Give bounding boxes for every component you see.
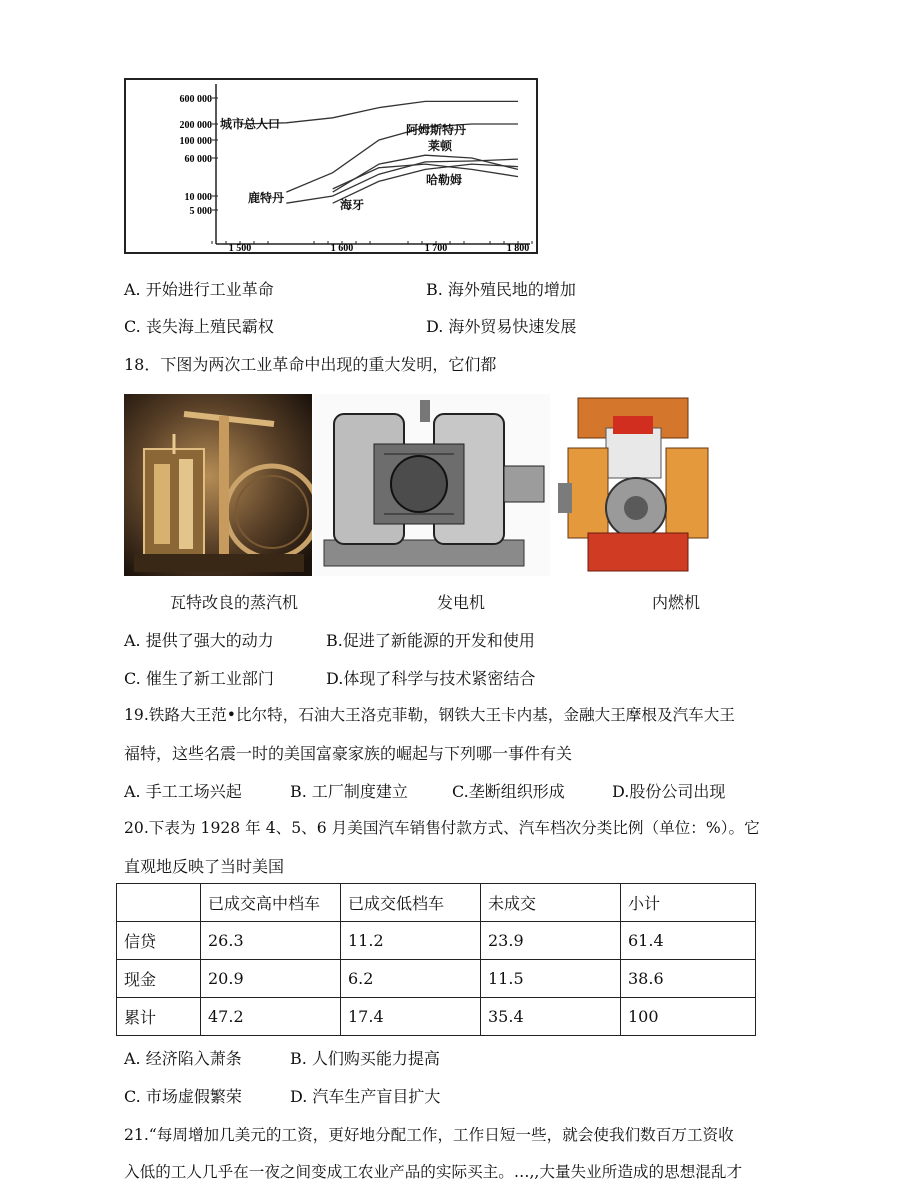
table-cell: 100 [621,998,756,1036]
q20-stem-line1: 20.下表为 1928 年 4、5、6 月美国汽车销售付款方式、汽车档次分类比例（单位：%）。它 [124,819,760,837]
q17-option-c: C. 丧失海上殖民霸权 [124,317,274,336]
y-tick-label: 5 000 [189,206,212,217]
steam-engine-caption: 瓦特改良的蒸汽机 [169,593,298,612]
table-cell: 38.6 [621,960,756,998]
q21-stem-line1: 21.“每周增加几美元的工资，更好地分配工作，工作日短一些，就会使我们数百万工资收 [124,1126,734,1144]
q19-stem-line2: 福特，这些名震一时的美国富豪家族的崛起与下列哪一事件有关 [124,744,573,763]
series-label: 莱顿 [428,139,453,153]
q20-option-b: B. 人们购买能力提高 [290,1049,440,1068]
x-tick-label: 1 500 [228,243,252,254]
table-cell: 现金 [117,960,201,998]
table-header-cell: 已成交低档车 [341,884,481,922]
series-label: 哈勒姆 [426,173,463,187]
table-row [117,960,756,998]
x-tick-label: 1 700 [424,243,448,254]
table-header-cell: 未成交 [481,884,621,922]
table-header-cell [117,884,201,922]
table-row [117,998,756,1036]
population-line-chart [124,78,538,254]
y-tick-label: 100 000 [179,136,212,147]
q18-stem: 18．下图为两次工业革命中出现的重大发明，它们都 [124,355,497,374]
q19-option-d: D.股份公司出现 [612,782,726,801]
table-header-row [117,884,756,922]
q19-stem-line1: 19.铁路大王范•比尔特，石油大王洛克菲勒，钢铁大王卡内基，金融大王摩根及汽车大王 [124,706,735,724]
table-cell: 17.4 [341,998,481,1036]
table-cell: 6.2 [341,960,481,998]
q17-option-b: B. 海外殖民地的增加 [426,280,576,299]
car-sales-table [116,883,756,1036]
q20-stem-line2: 直观地反映了当时美国 [124,857,285,876]
table-header-cell: 小计 [621,884,756,922]
y-tick-label: 200 000 [179,120,212,131]
q17-option-a: A. 开始进行工业革命 [124,280,274,299]
q19-option-a: A. 手工工场兴起 [124,782,242,801]
table-header-cell: 已成交高中档车 [201,884,341,922]
combustion-engine-caption: 内燃机 [651,593,700,612]
dynamo-caption: 发电机 [436,593,485,612]
series-label: 海牙 [340,198,365,212]
series-label: 城市总人口 [220,117,281,131]
table-cell: 47.2 [201,998,341,1036]
x-tick-label: 1 800 [506,243,530,254]
y-tick-label: 60 000 [184,154,212,165]
y-tick-label: 10 000 [184,192,212,203]
table-cell: 累计 [117,998,201,1036]
q18-option-d: D.体现了科学与技术紧密结合 [326,669,536,688]
table-cell: 20.9 [201,960,341,998]
q17-option-d: D. 海外贸易快速发展 [426,317,577,336]
q20-option-d: D. 汽车生产盲目扩大 [290,1087,441,1106]
series-label: 鹿特丹 [248,191,285,205]
q19-option-c: C.垄断组织形成 [452,782,565,801]
steam-engine-image [124,394,312,576]
q20-option-c: C. 市场虚假繁荣 [124,1087,242,1106]
q18-option-b: B.促进了新能源的开发和使用 [326,631,535,650]
table-cell: 11.5 [481,960,621,998]
combustion-engine-image [558,388,718,576]
series-label: 阿姆斯特丹 [406,123,467,137]
table-cell: 信贷 [117,922,201,960]
table-cell: 35.4 [481,998,621,1036]
q19-option-b: B. 工厂制度建立 [290,782,408,801]
x-tick-label: 1 600 [330,243,354,254]
table-cell: 23.9 [481,922,621,960]
table-row [117,922,756,960]
q21-stem-line2: 入低的工人几乎在一夜之间变成工农业产品的实际买主。…,,大量失业所造成的思想混乱才 [124,1163,743,1181]
table-cell: 11.2 [341,922,481,960]
dynamo-image [314,394,550,576]
chart-frame [125,79,537,253]
table-cell: 26.3 [201,922,341,960]
q18-option-a: A. 提供了强大的动力 [124,631,274,650]
y-tick-label: 600 000 [179,94,212,105]
q20-option-a: A. 经济陷入萧条 [124,1049,242,1068]
q18-option-c: C. 催生了新工业部门 [124,669,274,688]
table-cell: 61.4 [621,922,756,960]
